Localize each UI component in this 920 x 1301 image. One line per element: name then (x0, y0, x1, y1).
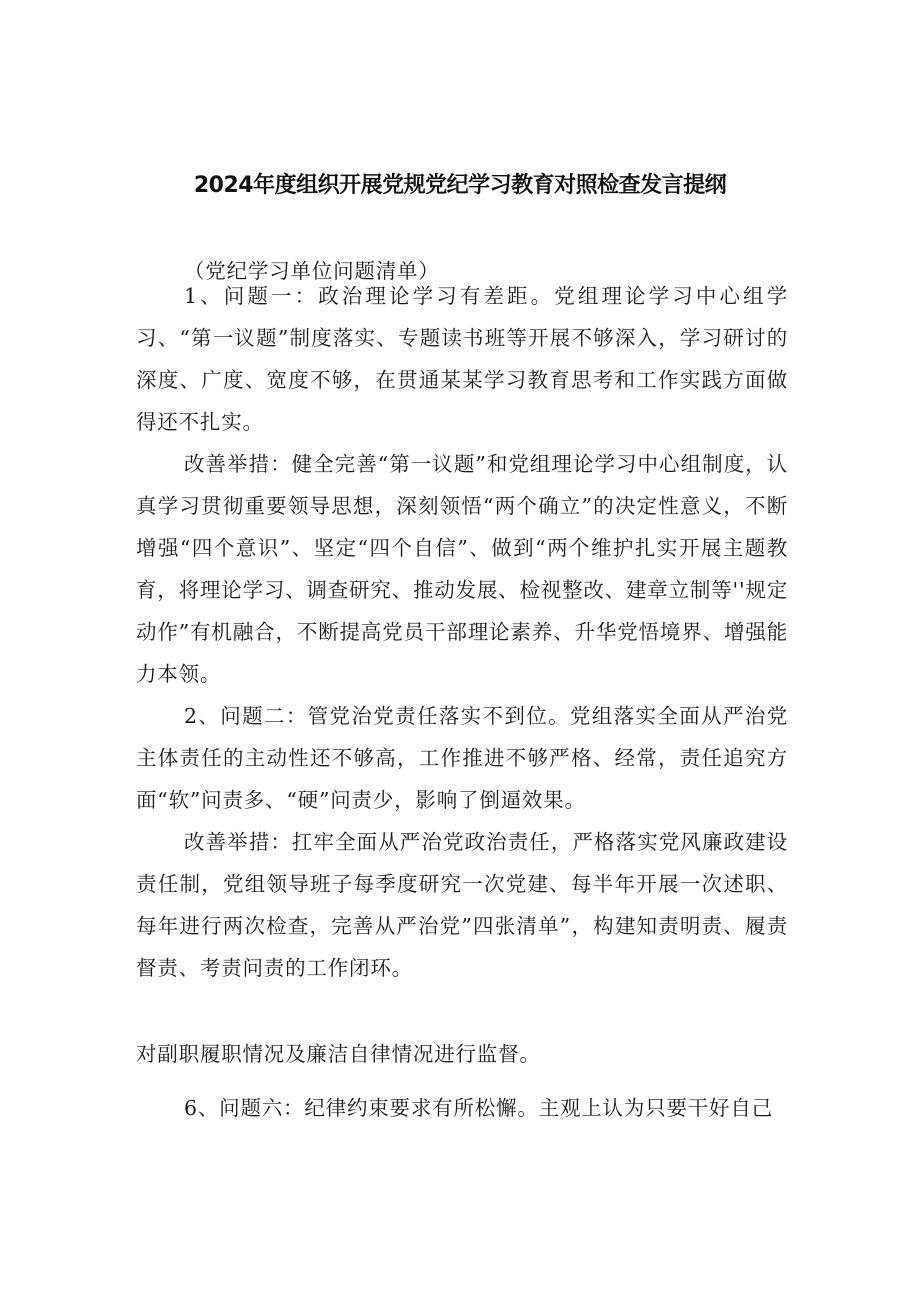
document-subtitle: （党纪学习单位问题清单） (184, 259, 440, 283)
paragraph-measure-2: 改善举措：扛牢全面从严治党政治责任，严格落实党风廉政建设责任制，党组领导班子每季度研究一次党建、每半年开展一次述职、每年进行两次检查，完善从严治党”四张清单”，构建知责明责、履责督责、考责问责的工作闭环。 (136, 830, 788, 980)
paragraph-supervision: 对副职履职情况及廉洁自律情况进行监督。 (136, 1042, 541, 1066)
paragraph-problem-2: 2、问题二：管党治党责任落实不到位。党组落实全面从严治党主体责任的主动性还不够高，工作推进不够严格、经常，责任追究方面“软”问责多、“硬”问责少，影响了倒逼效果。 (136, 704, 788, 812)
document-title: 2024年度组织开展党规党纪学习教育对照检查发言提纲 (193, 173, 727, 198)
paragraph-problem-6: 6、问题六：纪律约束要求有所松懈。主观上认为只要干好自己 (184, 1096, 773, 1120)
paragraph-measure-1: 改善举措：健全完善“第一议题”和党组理论学习中心组制度，认真学习贯彻重要领导思想，深刻领悟“两个确立”的决定性意义，不断增强“四个意识”、坚定“四个自信”、做到“两个维护扎实开展主题教育，将理论学习、调查研究、推动发展、检视整改、建章立制等''规定动作”有机融合，不断提高党员干部理论素养、升华党悟境界、增强能力本领。 (136, 452, 788, 686)
paragraph-problem-1: 1、问题一：政治理论学习有差距。党组理论学习中心组学习、“第一议题”制度落实、专题读书班等开展不够深入，学习研讨的深度、广度、宽度不够，在贯通某某学习教育思考和工作实践方面做得还不扎实。 (136, 284, 788, 434)
